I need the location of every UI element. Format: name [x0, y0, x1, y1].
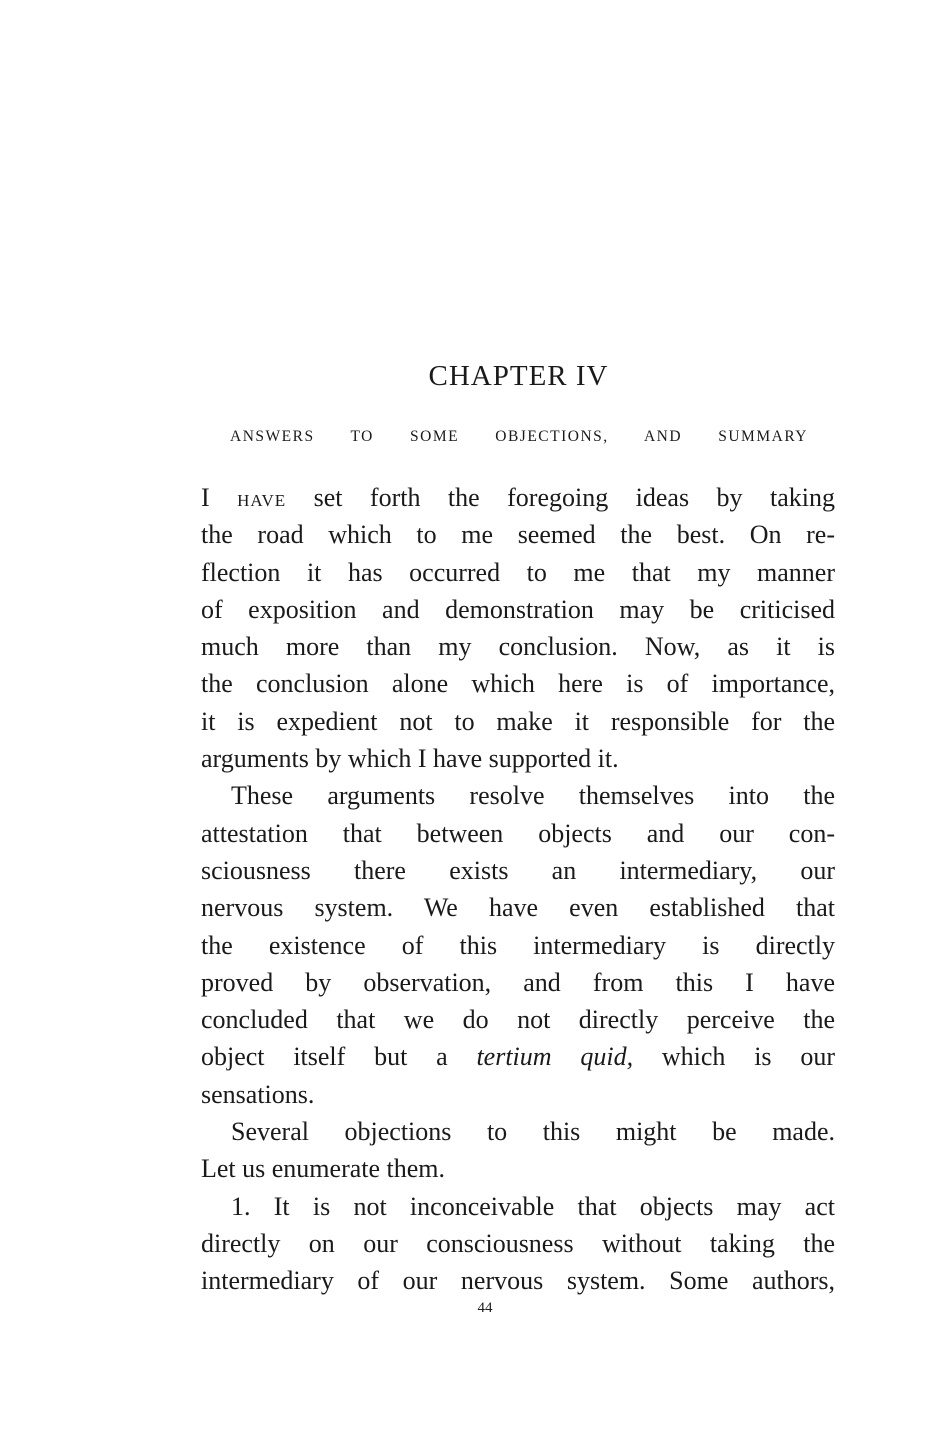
- text-segment: Let us enumerate them.: [201, 1154, 446, 1184]
- text-line: [201, 777, 835, 814]
- text-segment: concluded that we do not directly perceive the: [201, 1005, 835, 1035]
- text-line: [201, 516, 835, 553]
- text-segment: the road which to me seemed the best. On re-: [201, 520, 835, 550]
- text-segment: which is our: [633, 1042, 835, 1072]
- text-segment: arguments by which I have supported it.: [201, 744, 619, 774]
- text-line: [201, 1038, 835, 1075]
- body-text: [201, 479, 835, 1300]
- text-segment: set forth the foregoing ideas by taking: [286, 483, 835, 512]
- paragraph: [201, 479, 835, 777]
- text-segment: it is expedient not to make it responsible for the: [201, 706, 835, 736]
- text-line: [201, 815, 835, 852]
- text-line: [201, 1150, 835, 1187]
- paragraph: [201, 1113, 835, 1188]
- text-segment: the existence of this intermediary is directly: [201, 930, 835, 960]
- text-segment: flection it has occurred to me that my manner: [201, 557, 835, 587]
- chapter-title: CHAPTER IV: [428, 360, 609, 392]
- text-line: [201, 591, 835, 628]
- text-segment: object itself but a: [201, 1042, 477, 1072]
- text-line: [201, 1001, 835, 1038]
- text-line: [201, 740, 835, 777]
- text-segment: attestation that between objects and our con-: [201, 818, 835, 848]
- text-segment: nervous system. We have even established that: [201, 893, 835, 923]
- text-segment: the conclusion alone which here is of importance,: [201, 669, 835, 699]
- text-segment: of exposition and demonstration may be criticised: [201, 594, 835, 624]
- text-segment: 1. It is not inconceivable that objects may act: [231, 1191, 835, 1221]
- text-line: [201, 628, 835, 665]
- text-segment: These arguments resolve themselves into the: [231, 781, 835, 811]
- text-segment: directly on our consciousness without taking the: [201, 1228, 835, 1258]
- italic-text: tertium quid,: [476, 1042, 634, 1072]
- text-segment: Several objections to this might be made.: [231, 1117, 835, 1147]
- text-segment: much more than my conclusion. Now, as it is: [201, 632, 835, 662]
- chapter-subtitle: ANSWERS TO SOME OBJECTIONS, AND SUMMARY: [230, 428, 808, 445]
- text-segment: sciousness there exists an intermediary, our: [201, 855, 835, 885]
- text-segment: I: [201, 483, 238, 512]
- paragraph: [201, 1188, 835, 1300]
- text-line: [201, 1113, 835, 1150]
- text-line: [201, 479, 835, 516]
- text-line: [201, 554, 835, 591]
- text-segment: intermediary of our nervous system. Some authors,: [201, 1266, 835, 1296]
- text-line: [201, 1262, 835, 1299]
- text-line: [201, 665, 835, 702]
- text-line: [201, 703, 835, 740]
- paragraph: [201, 777, 835, 1113]
- text-line: [201, 1076, 835, 1113]
- text-line: [201, 889, 835, 926]
- page-number: 44: [477, 1300, 493, 1316]
- text-line: [201, 852, 835, 889]
- small-caps-text: have: [237, 486, 287, 512]
- text-line: [201, 964, 835, 1001]
- text-segment: proved by observation, and from this I have: [201, 967, 835, 997]
- text-line: [201, 1188, 835, 1225]
- text-segment: sensations.: [201, 1079, 315, 1109]
- text-line: [201, 1225, 835, 1262]
- text-line: [201, 927, 835, 964]
